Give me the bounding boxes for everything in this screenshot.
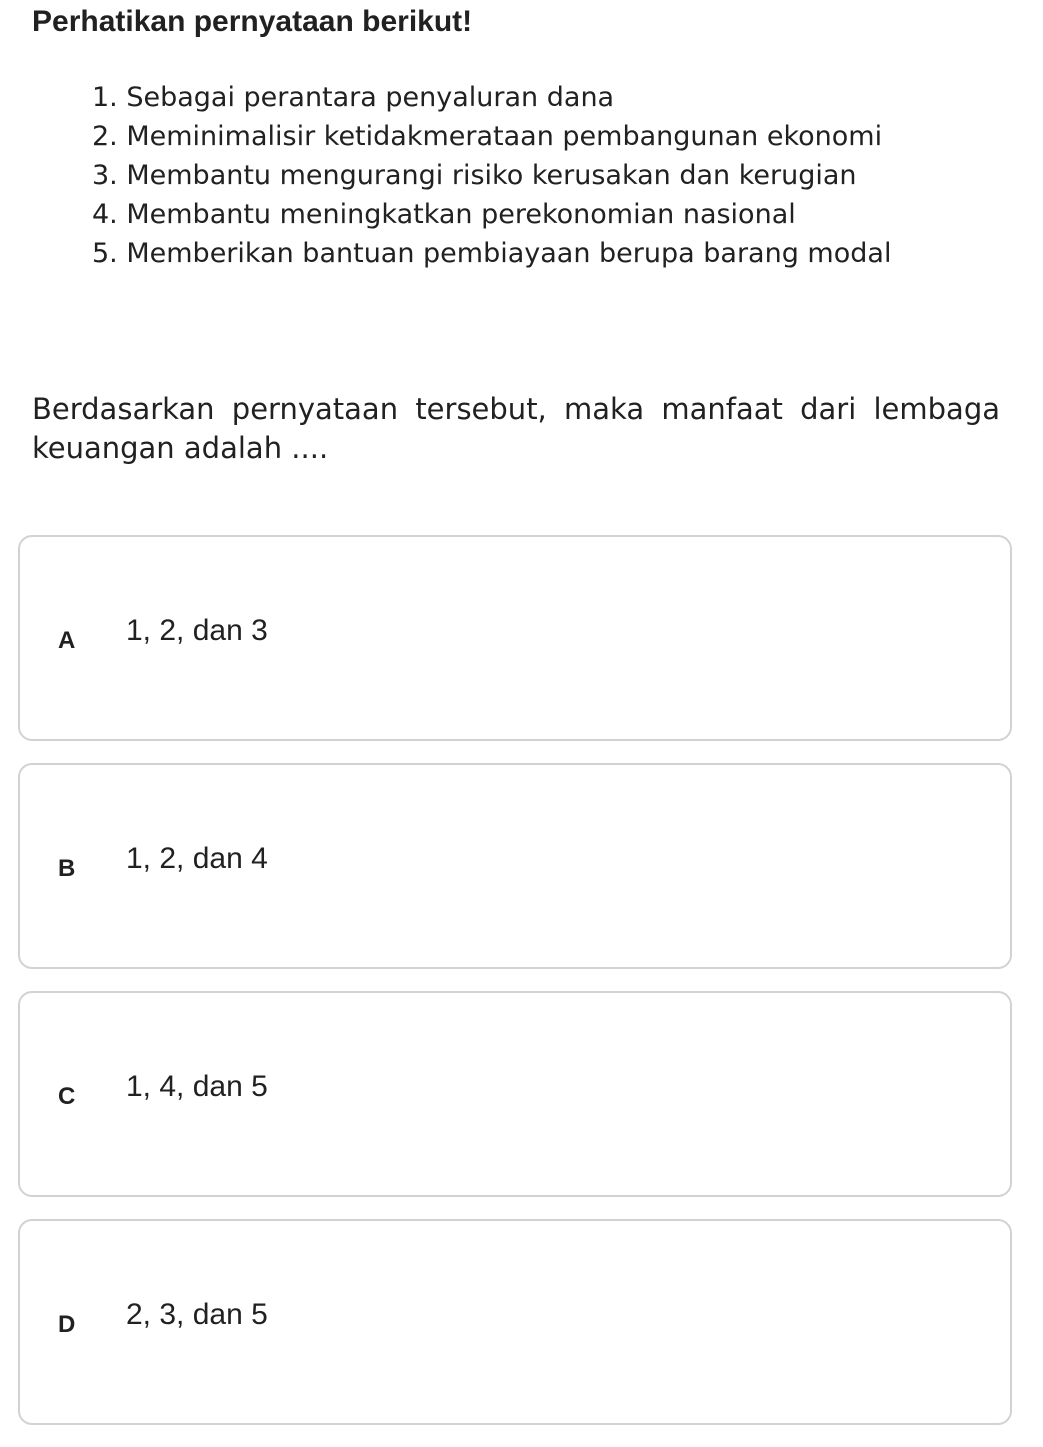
option-text: 1, 2, dan 3: [126, 614, 268, 647]
option-d-button[interactable]: [18, 1219, 1012, 1425]
statement-item: 3. Membantu mengurangi risiko kerusakan dan kerugian: [92, 160, 857, 191]
statement-item: 1. Sebagai perantara penyaluran dana: [92, 82, 615, 113]
option-letter: B: [58, 855, 76, 882]
statement-item: 2. Meminimalisir ketidakmerataan pembangunan ekonomi: [92, 121, 883, 152]
statement-item: 4. Membantu meningkatkan perekonomian nasional: [92, 199, 796, 230]
option-b-button[interactable]: [18, 763, 1012, 969]
page-title: Perhatikan pernyataan berikut!: [32, 5, 473, 38]
option-letter: C: [58, 1083, 76, 1110]
option-letter: D: [58, 1311, 76, 1338]
option-a-button[interactable]: [18, 535, 1012, 741]
statement-list: [92, 78, 891, 273]
option-text: 1, 2, dan 4: [126, 842, 268, 875]
option-text: 2, 3, dan 5: [126, 1298, 268, 1331]
answer-options: [18, 535, 1012, 1447]
question-text: Berdasarkan pernyataan tersebut, maka manfaat dari lembaga keuangan adalah ....: [32, 392, 1000, 465]
statement-item: 5. Memberikan bantuan pembiayaan berupa barang modal: [92, 238, 892, 269]
option-text: 1, 4, dan 5: [126, 1070, 268, 1103]
option-c-button[interactable]: [18, 991, 1012, 1197]
option-letter: A: [58, 627, 76, 654]
